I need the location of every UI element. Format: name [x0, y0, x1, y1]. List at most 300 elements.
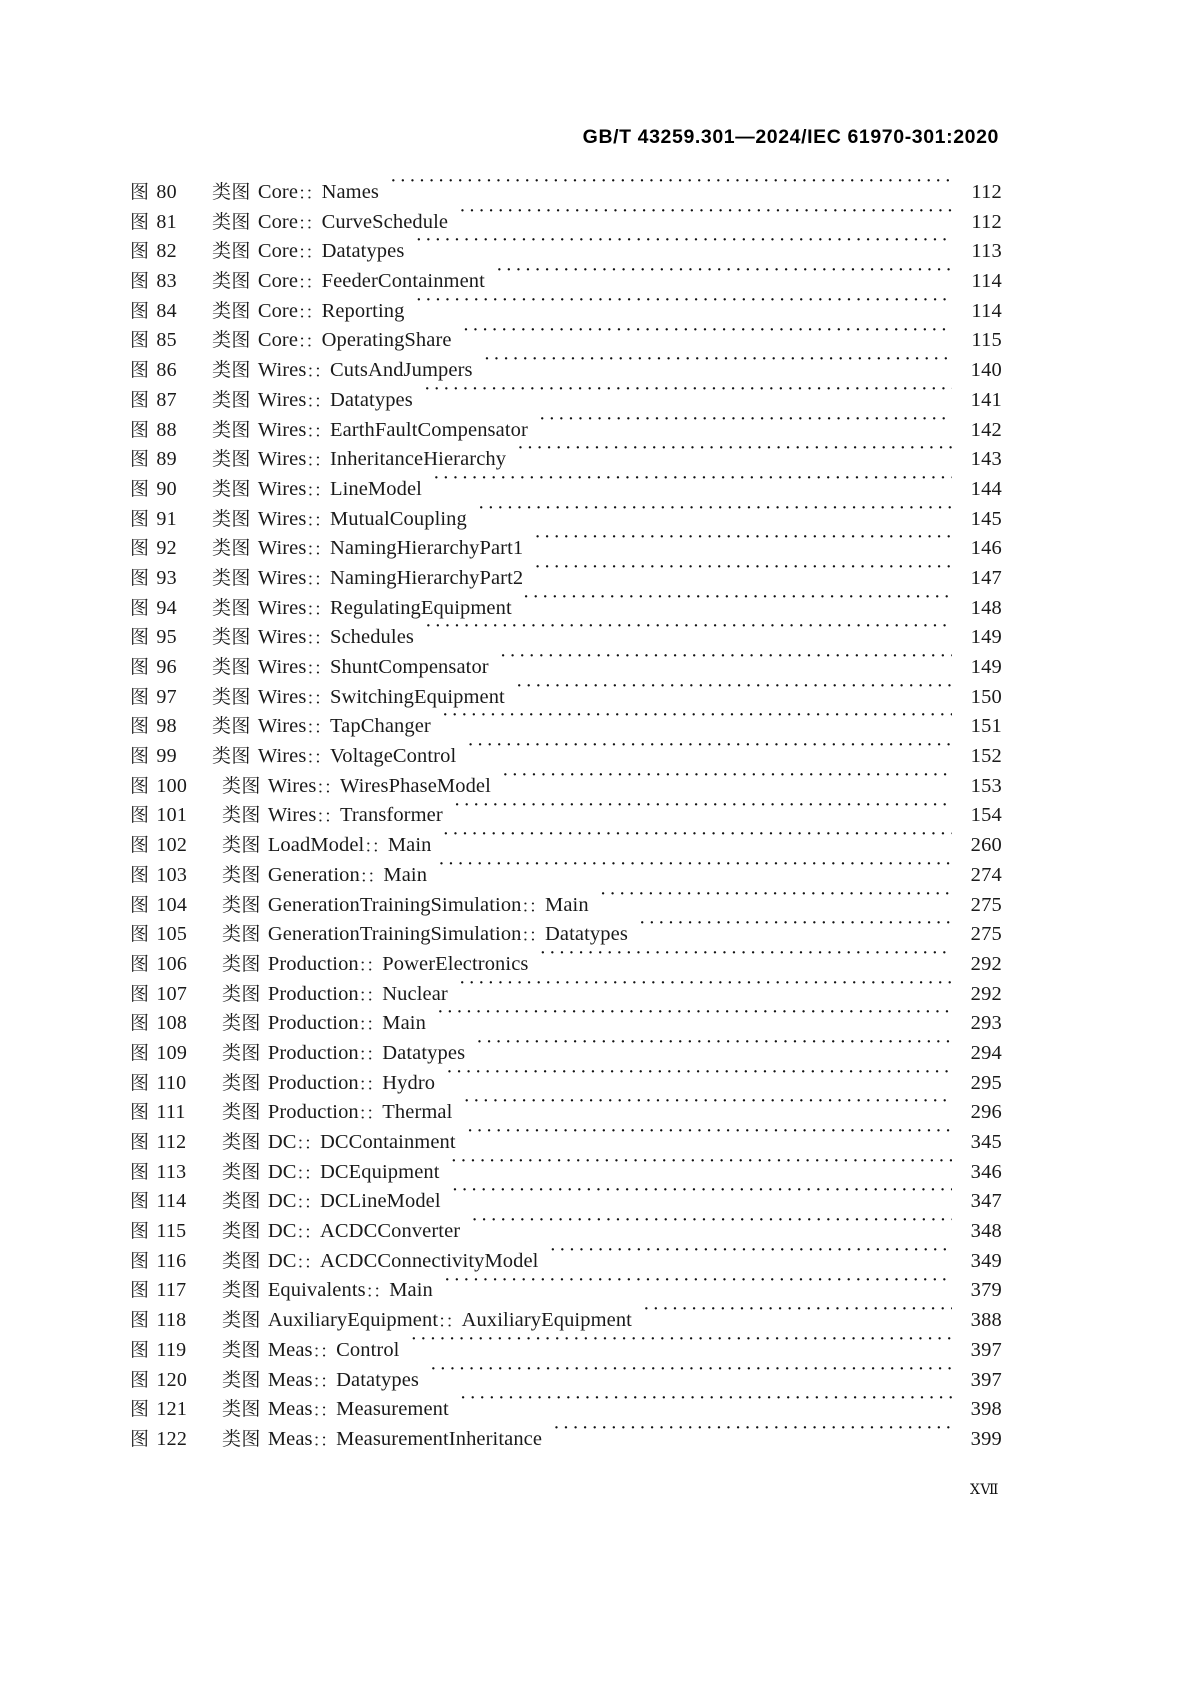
figure-kind-label: 类图	[222, 1160, 261, 1183]
namespace-separator: ：：	[296, 1223, 320, 1244]
figure-title	[258, 356, 473, 387]
figure-label	[130, 386, 212, 416]
page-number: 388	[970, 1309, 1002, 1332]
figure-number: 119	[156, 1338, 187, 1361]
figure-kind-label: 类图	[212, 626, 251, 649]
figure-kind-label: 类图	[222, 1279, 261, 1302]
namespace-separator: ：：	[298, 332, 322, 353]
figure-word: 图	[130, 626, 150, 649]
figure-kind-label: 类图	[222, 1427, 261, 1450]
figure-title	[268, 1366, 419, 1397]
dot-leader	[443, 831, 952, 851]
figure-number: 110	[156, 1071, 187, 1094]
figure-word: 图	[130, 270, 150, 293]
namespace-separator: ：：	[296, 1134, 320, 1154]
toc-entry[interactable]	[130, 1395, 1002, 1425]
toc-entry[interactable]	[130, 564, 1002, 594]
namespace-separator: ：：	[306, 391, 330, 412]
figure-title-diagram: NamingHierarchyPart1	[329, 537, 524, 560]
toc-entry[interactable]	[130, 861, 1002, 891]
figure-title-diagram: VoltageControl	[329, 745, 457, 768]
toc-entry[interactable]	[130, 1009, 1002, 1039]
toc-entry[interactable]	[130, 208, 1002, 238]
figure-title-diagram: Reporting	[321, 299, 405, 322]
figure-kind-label: 类图	[222, 1131, 261, 1153]
figure-kind-label: 类图	[212, 388, 251, 411]
dot-leader	[459, 208, 952, 228]
figure-label	[130, 861, 222, 891]
list-of-figures	[130, 178, 1002, 1455]
toc-entry[interactable]	[130, 1306, 1002, 1336]
figure-label	[130, 1158, 222, 1188]
figure-kind-label: 类图	[212, 656, 251, 678]
dot-leader	[437, 1009, 952, 1029]
figure-word: 图	[130, 1131, 150, 1153]
figure-kind-label: 类图	[212, 181, 251, 203]
figure-number: 120	[156, 1368, 188, 1391]
toc-entry[interactable]	[130, 1425, 1002, 1455]
figure-title-diagram: NamingHierarchyPart2	[329, 566, 524, 589]
figure-kind-label: 类图	[222, 1101, 261, 1124]
dot-leader	[539, 950, 952, 970]
page-number: 113	[971, 240, 1002, 263]
figure-label	[130, 1009, 222, 1039]
namespace-separator: ：：	[312, 1401, 337, 1422]
namespace-separator: ：：	[365, 1282, 390, 1303]
figure-title	[258, 445, 506, 476]
figure-number: 105	[156, 923, 188, 946]
figure-title-package: Wires	[257, 745, 307, 768]
figure-kind-label: 类图	[222, 952, 261, 975]
figure-word: 图	[130, 418, 150, 441]
figure-kind-label: 类图	[222, 1041, 261, 1064]
figure-number: 108	[156, 1012, 188, 1035]
namespace-separator: ：：	[296, 1252, 320, 1273]
figure-title-package: GenerationTrainingSimulation	[267, 893, 522, 916]
figure-label	[130, 297, 212, 327]
figure-title-diagram: Main	[382, 1012, 426, 1035]
figure-number: 84	[156, 299, 177, 322]
toc-entry[interactable]	[130, 356, 1002, 386]
figure-title-package: Meas	[267, 1368, 313, 1391]
figure-kind-label: 类图	[212, 299, 251, 322]
toc-entry[interactable]	[130, 326, 1002, 356]
figure-title	[268, 1395, 449, 1426]
figure-title-package: Wires	[257, 715, 307, 738]
page-number: 346	[970, 1160, 1002, 1183]
figure-title-package: Meas	[267, 1398, 313, 1421]
figure-label	[130, 712, 212, 742]
figure-word: 图	[130, 596, 150, 619]
dot-leader	[438, 861, 952, 881]
figure-title	[268, 1069, 435, 1100]
namespace-separator: ：：	[312, 1371, 337, 1392]
namespace-separator: ：：	[306, 480, 330, 501]
namespace-separator: ：：	[306, 451, 330, 472]
figure-title-diagram: WiresPhaseModel	[339, 774, 491, 797]
dot-leader	[454, 801, 952, 821]
figure-title-diagram: Datatypes	[336, 1368, 419, 1391]
figure-title-package: LoadModel	[267, 834, 365, 857]
figure-title-package: Production	[267, 1101, 359, 1124]
figure-kind-label: 类图	[212, 745, 251, 768]
figure-number: 89	[156, 448, 177, 471]
figure-title-diagram: Datatypes	[545, 923, 628, 946]
figure-number: 87	[156, 388, 177, 411]
toc-entry[interactable]	[130, 594, 1002, 624]
figure-word: 图	[130, 388, 150, 411]
dot-leader	[424, 386, 952, 406]
dot-leader	[452, 1187, 952, 1207]
figure-number: 113	[156, 1160, 187, 1183]
figure-number: 82	[156, 240, 177, 263]
figure-kind-label: 类图	[212, 359, 251, 382]
figure-label	[130, 1276, 222, 1306]
figure-title-diagram: Datatypes	[321, 240, 405, 263]
figure-title-package: Meas	[267, 1427, 313, 1450]
toc-entry[interactable]	[130, 801, 1002, 831]
figure-number: 94	[156, 596, 177, 619]
dot-leader	[459, 980, 952, 1000]
figure-number: 121	[156, 1398, 188, 1421]
figure-title	[258, 237, 405, 268]
figure-title-package: Production	[267, 982, 359, 1005]
figure-title-package: Core	[257, 329, 299, 352]
namespace-separator: ：：	[521, 896, 546, 917]
page-number: 147	[970, 566, 1002, 589]
figure-number: 104	[156, 893, 188, 916]
toc-entry[interactable]	[130, 1247, 1002, 1277]
figure-title-diagram: PowerElectronics	[382, 952, 529, 975]
page-number: 140	[970, 359, 1002, 382]
figure-title-diagram: Transformer	[339, 804, 443, 827]
dot-leader	[643, 1306, 952, 1326]
figure-label	[130, 208, 212, 238]
figure-word: 图	[130, 1160, 150, 1183]
figure-title	[268, 1128, 456, 1159]
figure-title-diagram: DCEquipment	[320, 1160, 440, 1183]
toc-entry[interactable]	[130, 267, 1002, 297]
figure-kind-label: 类图	[222, 1012, 261, 1035]
figure-number: 101	[156, 804, 188, 827]
dot-leader	[415, 237, 952, 257]
page-number: 296	[970, 1101, 1002, 1124]
figure-title-diagram: OperatingShare	[321, 329, 452, 352]
figure-title-package: Generation	[267, 863, 360, 886]
toc-entry[interactable]	[130, 1276, 1002, 1306]
namespace-separator: ：：	[521, 926, 546, 947]
figure-title	[258, 505, 467, 536]
dot-leader	[471, 1217, 952, 1237]
page-number: 292	[970, 982, 1002, 1005]
figure-label	[130, 326, 212, 356]
page-number: 154	[970, 804, 1002, 827]
figure-word: 图	[130, 1279, 150, 1302]
page-number: 145	[970, 507, 1002, 530]
toc-entry[interactable]	[130, 1039, 1002, 1069]
figure-title	[268, 1425, 542, 1456]
toc-entry[interactable]	[130, 1366, 1002, 1396]
figure-label	[130, 475, 212, 505]
figure-title	[258, 623, 414, 654]
page-number: 114	[971, 270, 1002, 293]
namespace-separator: ：：	[312, 1341, 337, 1362]
figure-title-package: Equivalents	[267, 1279, 366, 1302]
figure-title-package: Wires	[257, 685, 307, 708]
figure-title	[258, 594, 512, 625]
figure-number: 92	[156, 537, 177, 560]
figure-word: 图	[130, 745, 150, 768]
figure-label	[130, 594, 212, 624]
figure-title-package: Wires	[267, 774, 317, 797]
figure-title-diagram: ACDCConnectivityModel	[320, 1249, 539, 1272]
figure-number: 106	[156, 952, 188, 975]
figure-title-diagram: Main	[389, 1279, 433, 1302]
toc-entry[interactable]	[130, 445, 1002, 475]
figure-title	[258, 534, 523, 565]
toc-entry[interactable]	[130, 534, 1002, 564]
figure-title	[268, 772, 491, 803]
figure-label	[130, 742, 212, 772]
figure-title-package: Wires	[257, 448, 307, 471]
toc-entry[interactable]	[130, 653, 1002, 683]
figure-word: 图	[130, 656, 150, 678]
figure-number: 81	[156, 210, 177, 233]
dot-leader	[433, 475, 952, 495]
dot-leader	[415, 297, 952, 317]
toc-entry[interactable]	[130, 831, 1002, 861]
page-number: 146	[970, 537, 1002, 560]
dot-leader	[534, 534, 952, 554]
toc-entry[interactable]	[130, 1217, 1002, 1247]
figure-title-package: Wires	[257, 388, 307, 411]
figure-kind-label: 类图	[222, 1338, 261, 1361]
toc-entry[interactable]	[130, 742, 1002, 772]
toc-entry[interactable]	[130, 1158, 1002, 1188]
page-number: 294	[970, 1041, 1002, 1064]
toc-entry[interactable]	[130, 475, 1002, 505]
figure-kind-label: 类图	[222, 774, 261, 797]
toc-entry[interactable]	[130, 237, 1002, 267]
dot-leader	[430, 1366, 952, 1386]
dot-leader	[467, 742, 952, 762]
namespace-separator: ：：	[312, 1430, 337, 1451]
figure-number: 95	[156, 626, 177, 649]
figure-number: 90	[156, 477, 177, 500]
figure-word: 图	[130, 952, 150, 975]
figure-title-package: Wires	[257, 418, 307, 441]
figure-title	[258, 712, 431, 743]
dot-leader	[442, 712, 952, 732]
figure-title-diagram: Main	[545, 893, 589, 916]
figure-label	[130, 534, 212, 564]
toc-entry[interactable]	[130, 891, 1002, 921]
page-number: 349	[970, 1249, 1002, 1272]
figure-word: 图	[130, 507, 150, 530]
dot-leader	[410, 1336, 952, 1356]
figure-word: 图	[130, 1309, 150, 1332]
figure-label	[130, 237, 212, 267]
figure-kind-label: 类图	[222, 834, 261, 857]
figure-title	[268, 861, 427, 892]
page-number: 295	[970, 1071, 1002, 1094]
figure-word: 图	[130, 923, 150, 946]
dot-leader	[553, 1425, 952, 1445]
page-number: 114	[971, 299, 1002, 322]
namespace-separator: ：：	[316, 777, 340, 798]
figure-title-package: GenerationTrainingSimulation	[267, 923, 522, 946]
toc-entry[interactable]	[130, 1069, 1002, 1099]
page-number: 274	[970, 863, 1002, 886]
figure-title-package: DC	[267, 1190, 297, 1213]
page-number: 292	[970, 952, 1002, 975]
figure-number: 122	[156, 1427, 188, 1450]
figure-title-diagram: Names	[321, 181, 379, 203]
namespace-separator: ：：	[306, 362, 330, 383]
page-number: 275	[970, 923, 1002, 946]
figure-title-diagram: Measurement	[336, 1398, 449, 1421]
figure-label	[130, 980, 222, 1010]
figure-title-diagram: Datatypes	[382, 1041, 466, 1064]
toc-entry[interactable]	[130, 980, 1002, 1010]
figure-kind-label: 类图	[222, 1190, 261, 1213]
figure-title-diagram: CurveSchedule	[321, 210, 449, 233]
dot-leader	[467, 1128, 952, 1148]
figure-title	[268, 1276, 433, 1307]
figure-number: 111	[156, 1101, 186, 1124]
figure-title-diagram: Main	[387, 834, 432, 857]
figure-title	[268, 1217, 460, 1248]
figure-kind-label: 类图	[212, 715, 251, 738]
namespace-separator: ：：	[306, 659, 330, 679]
figure-kind-label: 类图	[222, 804, 261, 827]
page-number: 348	[970, 1220, 1002, 1243]
figure-title-package: Wires	[257, 507, 307, 530]
figure-word: 图	[130, 804, 150, 827]
figure-label	[130, 267, 212, 297]
figure-title-package: Meas	[267, 1338, 313, 1361]
toc-entry[interactable]	[130, 178, 1002, 208]
figure-number: 117	[156, 1279, 187, 1302]
figure-label	[130, 801, 222, 831]
toc-entry[interactable]	[130, 505, 1002, 535]
figure-number: 114	[156, 1190, 187, 1213]
page-number: 397	[970, 1338, 1002, 1361]
toc-entry[interactable]	[130, 416, 1002, 446]
figure-label	[130, 1306, 222, 1336]
figure-word: 图	[130, 1012, 150, 1035]
figure-title-diagram: Thermal	[382, 1101, 453, 1124]
dot-leader	[460, 1395, 952, 1415]
figure-label	[130, 1187, 222, 1217]
figure-number: 91	[156, 507, 177, 530]
namespace-separator: ：：	[358, 1015, 383, 1036]
page-number: 151	[970, 715, 1002, 738]
toc-entry[interactable]	[130, 1098, 1002, 1128]
figure-title	[258, 564, 523, 595]
figure-word: 图	[130, 1368, 150, 1391]
figure-title	[258, 208, 448, 239]
namespace-separator: ：：	[298, 302, 322, 323]
figure-kind-label: 类图	[212, 507, 251, 530]
figure-kind-label: 类图	[222, 1249, 261, 1272]
toc-entry[interactable]	[130, 683, 1002, 713]
figure-title-diagram: MeasurementInheritance	[336, 1427, 543, 1450]
toc-entry[interactable]	[130, 623, 1002, 653]
dot-leader	[444, 1276, 952, 1296]
figure-title-package: Core	[257, 299, 299, 322]
page-number: 112	[971, 210, 1002, 233]
figure-label	[130, 1247, 222, 1277]
figure-number: 83	[156, 270, 177, 293]
dot-leader	[639, 920, 952, 940]
figure-label	[130, 1217, 222, 1247]
page-number: 143	[970, 448, 1002, 471]
toc-entry[interactable]	[130, 772, 1002, 802]
figure-title-diagram: ShuntCompensator	[329, 656, 489, 678]
figure-title	[258, 742, 456, 773]
dot-leader	[549, 1247, 952, 1267]
figure-word: 图	[130, 1427, 150, 1450]
figure-kind-label: 类图	[222, 1309, 261, 1332]
page-number: 399	[970, 1427, 1002, 1450]
figure-title-package: Wires	[267, 804, 317, 827]
toc-entry[interactable]	[130, 1336, 1002, 1366]
figure-title-package: Wires	[257, 537, 307, 560]
figure-kind-label: 类图	[212, 537, 251, 560]
figure-label	[130, 178, 212, 208]
page-number: 260	[970, 834, 1002, 857]
toc-entry[interactable]	[130, 712, 1002, 742]
page-number: 150	[970, 685, 1002, 708]
figure-label	[130, 1336, 222, 1366]
toc-entry[interactable]	[130, 950, 1002, 980]
figure-label	[130, 1128, 222, 1158]
figure-word: 图	[130, 774, 150, 797]
toc-entry[interactable]	[130, 1128, 1002, 1158]
page-number: 397	[970, 1368, 1002, 1391]
toc-entry[interactable]	[130, 1187, 1002, 1217]
figure-title	[258, 475, 422, 506]
namespace-separator: ：：	[298, 273, 322, 294]
figure-title	[268, 1336, 400, 1367]
figure-title-diagram: Main	[383, 863, 428, 886]
figure-label	[130, 564, 212, 594]
figure-label	[130, 505, 212, 535]
figure-number: 115	[156, 1220, 187, 1243]
toc-entry[interactable]	[130, 920, 1002, 950]
toc-entry[interactable]	[130, 297, 1002, 327]
figure-word: 图	[130, 329, 150, 352]
figure-number: 107	[156, 982, 188, 1005]
page-number: 152	[970, 745, 1002, 768]
figure-label	[130, 445, 212, 475]
toc-entry[interactable]	[130, 386, 1002, 416]
figure-title-diagram: TapChanger	[329, 715, 431, 738]
dot-leader	[451, 1158, 952, 1178]
dot-leader	[476, 1039, 952, 1059]
figure-word: 图	[130, 863, 150, 886]
figure-number: 109	[156, 1041, 188, 1064]
figure-number: 100	[156, 774, 188, 797]
figure-number: 97	[156, 685, 177, 708]
dot-leader	[478, 505, 952, 525]
namespace-separator: ：：	[296, 1193, 320, 1214]
page-number: 141	[970, 388, 1002, 411]
figure-kind-label: 类图	[212, 566, 251, 589]
figure-label	[130, 356, 212, 386]
page-number: 149	[970, 656, 1002, 678]
